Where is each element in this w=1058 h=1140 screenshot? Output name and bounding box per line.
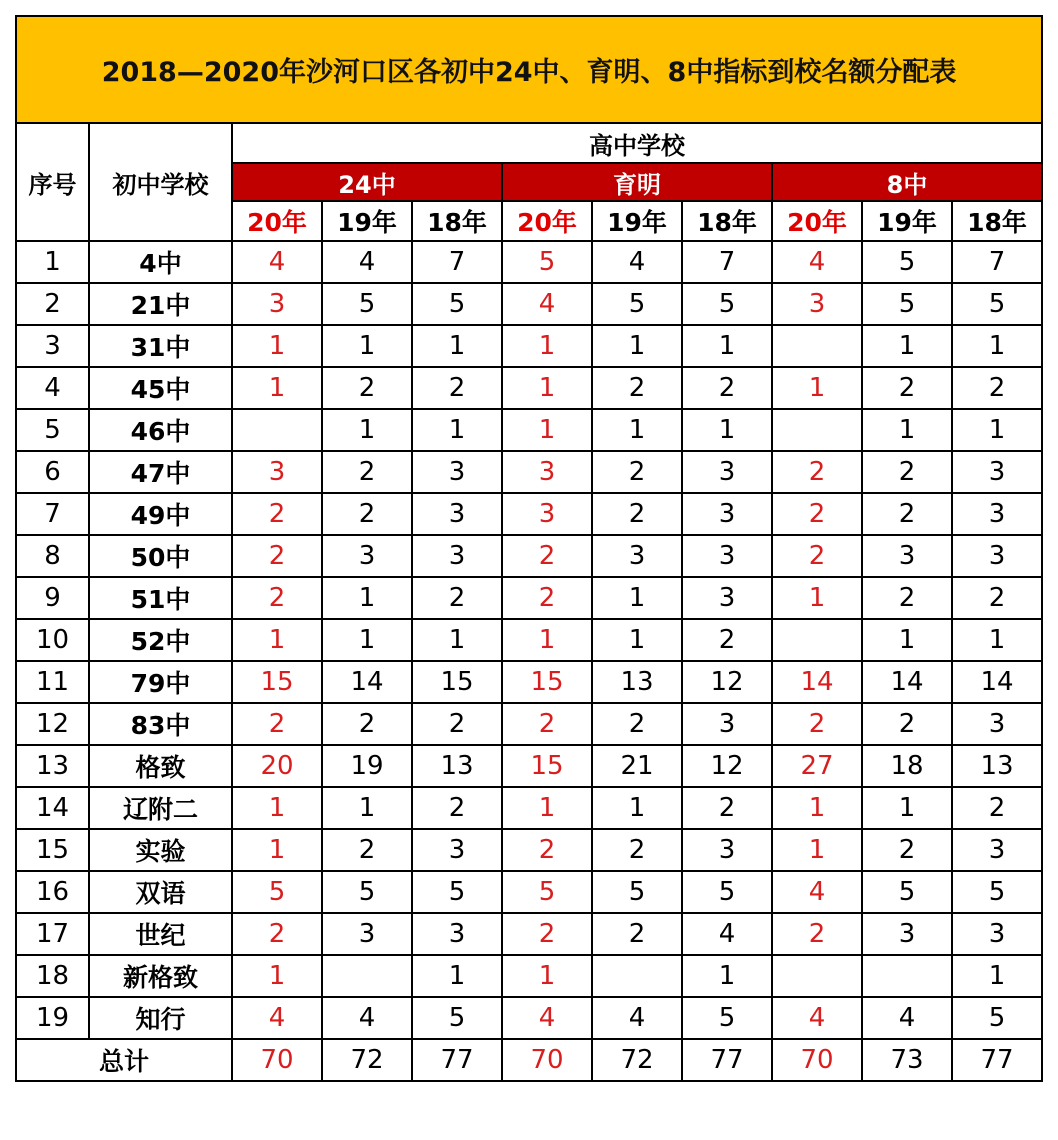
total-value: 70 <box>232 1039 322 1081</box>
quota-value: 3 <box>502 493 592 535</box>
quota-value: 20 <box>232 745 322 787</box>
row-index: 9 <box>16 577 89 619</box>
quota-value: 2 <box>952 787 1042 829</box>
total-value: 77 <box>412 1039 502 1081</box>
junior-school-name: 46中 <box>89 409 232 451</box>
quota-value: 1 <box>952 955 1042 997</box>
quota-value: 2 <box>772 703 862 745</box>
quota-value <box>772 325 862 367</box>
quota-table-sheet <box>15 15 1041 1082</box>
quota-value: 12 <box>682 745 772 787</box>
table-row <box>16 703 1042 745</box>
quota-value: 3 <box>862 913 952 955</box>
total-label: 总计 <box>16 1039 232 1081</box>
junior-school-name: 47中 <box>89 451 232 493</box>
quota-value: 2 <box>862 829 952 871</box>
quota-value: 2 <box>592 913 682 955</box>
quota-value: 4 <box>862 997 952 1039</box>
quota-value: 1 <box>592 409 682 451</box>
table-row <box>16 745 1042 787</box>
quota-value: 1 <box>862 325 952 367</box>
quota-value: 3 <box>322 535 412 577</box>
quota-value: 2 <box>952 367 1042 409</box>
quota-value: 2 <box>232 577 322 619</box>
quota-value: 21 <box>592 745 682 787</box>
quota-value: 2 <box>412 787 502 829</box>
junior-school-name: 知行 <box>89 997 232 1039</box>
junior-school-name: 51中 <box>89 577 232 619</box>
quota-value: 3 <box>232 451 322 493</box>
table-row <box>16 997 1042 1039</box>
total-value: 70 <box>772 1039 862 1081</box>
quota-value: 2 <box>862 577 952 619</box>
quota-value: 2 <box>322 829 412 871</box>
quota-value: 7 <box>412 241 502 283</box>
quota-value: 5 <box>592 283 682 325</box>
quota-value: 1 <box>592 577 682 619</box>
quota-value: 4 <box>322 997 412 1039</box>
quota-value: 1 <box>232 367 322 409</box>
quota-value: 2 <box>862 367 952 409</box>
junior-school-name: 49中 <box>89 493 232 535</box>
quota-table <box>15 15 1043 1082</box>
quota-value: 1 <box>772 577 862 619</box>
quota-value: 3 <box>682 703 772 745</box>
quota-value: 2 <box>502 577 592 619</box>
header-junior-school: 初中学校 <box>89 123 232 241</box>
quota-value: 1 <box>502 367 592 409</box>
quota-value: 2 <box>772 451 862 493</box>
junior-school-name: 4中 <box>89 241 232 283</box>
quota-value: 1 <box>682 955 772 997</box>
quota-value: 2 <box>592 703 682 745</box>
quota-value: 4 <box>592 241 682 283</box>
quota-value: 2 <box>502 913 592 955</box>
quota-value: 3 <box>502 451 592 493</box>
quota-value: 4 <box>772 871 862 913</box>
junior-school-name: 31中 <box>89 325 232 367</box>
quota-value: 3 <box>682 451 772 493</box>
row-index: 8 <box>16 535 89 577</box>
row-index: 14 <box>16 787 89 829</box>
quota-value: 1 <box>322 619 412 661</box>
quota-value: 2 <box>592 451 682 493</box>
quota-value: 2 <box>232 535 322 577</box>
quota-value: 3 <box>232 283 322 325</box>
quota-value: 5 <box>322 871 412 913</box>
total-value: 72 <box>592 1039 682 1081</box>
quota-value: 27 <box>772 745 862 787</box>
quota-value: 4 <box>502 283 592 325</box>
row-index: 18 <box>16 955 89 997</box>
quota-value: 1 <box>952 325 1042 367</box>
quota-value: 3 <box>952 451 1042 493</box>
total-value: 70 <box>502 1039 592 1081</box>
quota-value: 5 <box>862 283 952 325</box>
quota-value: 1 <box>322 325 412 367</box>
junior-school-name: 辽附二 <box>89 787 232 829</box>
quota-value: 4 <box>232 997 322 1039</box>
quota-value: 4 <box>322 241 412 283</box>
header-year: 19年 <box>322 201 412 241</box>
quota-value: 14 <box>322 661 412 703</box>
junior-school-name: 新格致 <box>89 955 232 997</box>
row-index: 7 <box>16 493 89 535</box>
row-index: 10 <box>16 619 89 661</box>
quota-value: 1 <box>412 325 502 367</box>
quota-value: 7 <box>952 241 1042 283</box>
table-row <box>16 619 1042 661</box>
quota-value: 15 <box>502 745 592 787</box>
quota-value: 1 <box>322 577 412 619</box>
quota-value: 2 <box>322 451 412 493</box>
header-year: 18年 <box>682 201 772 241</box>
row-index: 2 <box>16 283 89 325</box>
quota-value: 5 <box>232 871 322 913</box>
table-row <box>16 577 1042 619</box>
quota-value: 1 <box>862 409 952 451</box>
quota-value: 19 <box>322 745 412 787</box>
quota-value: 13 <box>592 661 682 703</box>
quota-value: 5 <box>502 241 592 283</box>
quota-value: 13 <box>412 745 502 787</box>
quota-value: 2 <box>682 619 772 661</box>
header-year: 20年 <box>502 201 592 241</box>
quota-value: 15 <box>412 661 502 703</box>
quota-value: 14 <box>952 661 1042 703</box>
quota-value: 5 <box>412 997 502 1039</box>
header-school-24zhong: 24中 <box>232 163 502 201</box>
header-year: 19年 <box>862 201 952 241</box>
header-senior-group: 高中学校 <box>232 123 1042 163</box>
row-index: 3 <box>16 325 89 367</box>
header-year: 20年 <box>772 201 862 241</box>
quota-value: 1 <box>862 787 952 829</box>
row-index: 13 <box>16 745 89 787</box>
quota-value: 2 <box>232 493 322 535</box>
quota-value: 2 <box>592 829 682 871</box>
quota-value: 2 <box>322 493 412 535</box>
junior-school-name: 世纪 <box>89 913 232 955</box>
quota-value: 3 <box>412 913 502 955</box>
junior-school-name: 双语 <box>89 871 232 913</box>
junior-school-name: 83中 <box>89 703 232 745</box>
quota-value: 1 <box>682 409 772 451</box>
table-row <box>16 493 1042 535</box>
table-row <box>16 829 1042 871</box>
quota-value: 3 <box>772 283 862 325</box>
quota-value: 3 <box>952 703 1042 745</box>
row-index: 11 <box>16 661 89 703</box>
quota-value: 1 <box>232 787 322 829</box>
quota-value: 15 <box>232 661 322 703</box>
quota-value: 5 <box>952 283 1042 325</box>
table-row <box>16 871 1042 913</box>
quota-value: 3 <box>412 535 502 577</box>
quota-value <box>772 409 862 451</box>
quota-value: 14 <box>772 661 862 703</box>
junior-school-name: 52中 <box>89 619 232 661</box>
quota-value: 2 <box>862 451 952 493</box>
header-year: 18年 <box>952 201 1042 241</box>
quota-value: 3 <box>952 493 1042 535</box>
junior-school-name: 21中 <box>89 283 232 325</box>
quota-value: 2 <box>412 577 502 619</box>
quota-value: 2 <box>322 367 412 409</box>
quota-value: 4 <box>592 997 682 1039</box>
row-index: 19 <box>16 997 89 1039</box>
quota-value: 13 <box>952 745 1042 787</box>
quota-value: 18 <box>862 745 952 787</box>
total-value: 77 <box>682 1039 772 1081</box>
header-school-yuming: 育明 <box>502 163 772 201</box>
quota-value: 5 <box>592 871 682 913</box>
quota-value: 5 <box>412 283 502 325</box>
junior-school-name: 79中 <box>89 661 232 703</box>
row-index: 16 <box>16 871 89 913</box>
quota-value: 5 <box>502 871 592 913</box>
quota-value: 3 <box>862 535 952 577</box>
table-row <box>16 913 1042 955</box>
quota-value: 1 <box>772 367 862 409</box>
quota-value: 2 <box>772 913 862 955</box>
quota-value: 2 <box>772 535 862 577</box>
row-index: 1 <box>16 241 89 283</box>
table-row <box>16 283 1042 325</box>
quota-value <box>862 955 952 997</box>
junior-school-name: 实验 <box>89 829 232 871</box>
quota-value <box>322 955 412 997</box>
table-row <box>16 787 1042 829</box>
row-index: 6 <box>16 451 89 493</box>
row-index: 5 <box>16 409 89 451</box>
quota-value: 4 <box>772 241 862 283</box>
quota-value: 1 <box>412 619 502 661</box>
quota-value: 1 <box>412 955 502 997</box>
quota-value: 5 <box>412 871 502 913</box>
header-year: 20年 <box>232 201 322 241</box>
junior-school-name: 格致 <box>89 745 232 787</box>
quota-value: 3 <box>952 535 1042 577</box>
quota-value: 2 <box>862 493 952 535</box>
quota-value <box>772 619 862 661</box>
quota-value: 2 <box>232 703 322 745</box>
quota-value: 7 <box>682 241 772 283</box>
quota-value: 1 <box>772 787 862 829</box>
quota-value: 2 <box>322 703 412 745</box>
header-year: 18年 <box>412 201 502 241</box>
quota-value: 2 <box>952 577 1042 619</box>
row-index: 15 <box>16 829 89 871</box>
quota-value: 1 <box>232 325 322 367</box>
quota-value: 2 <box>862 703 952 745</box>
quota-value: 3 <box>412 451 502 493</box>
row-index: 4 <box>16 367 89 409</box>
quota-value: 3 <box>322 913 412 955</box>
total-value: 73 <box>862 1039 952 1081</box>
quota-value: 2 <box>592 367 682 409</box>
quota-value: 5 <box>322 283 412 325</box>
quota-value: 2 <box>232 913 322 955</box>
quota-value: 5 <box>682 997 772 1039</box>
quota-value: 1 <box>232 955 322 997</box>
quota-value: 2 <box>592 493 682 535</box>
quota-value: 3 <box>412 829 502 871</box>
quota-value: 1 <box>592 325 682 367</box>
table-body <box>16 241 1042 1081</box>
quota-value: 3 <box>682 493 772 535</box>
quota-value: 2 <box>412 703 502 745</box>
quota-value <box>772 955 862 997</box>
quota-value: 1 <box>952 409 1042 451</box>
total-value: 77 <box>952 1039 1042 1081</box>
junior-school-name: 45中 <box>89 367 232 409</box>
quota-value: 2 <box>502 535 592 577</box>
table-row <box>16 325 1042 367</box>
table-row <box>16 409 1042 451</box>
quota-value: 3 <box>412 493 502 535</box>
quota-value: 5 <box>862 241 952 283</box>
quota-value: 1 <box>502 787 592 829</box>
table-title: 2018—2020年沙河口区各初中24中、育明、8中指标到校名额分配表 <box>16 16 1042 123</box>
quota-value: 1 <box>862 619 952 661</box>
quota-value <box>232 409 322 451</box>
quota-value: 2 <box>502 829 592 871</box>
quota-value: 2 <box>502 703 592 745</box>
header-year: 19年 <box>592 201 682 241</box>
quota-value: 1 <box>502 325 592 367</box>
quota-value: 1 <box>592 619 682 661</box>
quota-value: 1 <box>502 409 592 451</box>
table-row <box>16 955 1042 997</box>
table-row <box>16 535 1042 577</box>
quota-value: 3 <box>592 535 682 577</box>
quota-value: 3 <box>682 577 772 619</box>
quota-value: 5 <box>862 871 952 913</box>
quota-value: 1 <box>502 619 592 661</box>
quota-value: 14 <box>862 661 952 703</box>
quota-value: 1 <box>322 409 412 451</box>
quota-value: 1 <box>592 787 682 829</box>
quota-value: 1 <box>232 829 322 871</box>
quota-value: 3 <box>682 829 772 871</box>
header-school-8zhong: 8中 <box>772 163 1042 201</box>
quota-value: 1 <box>682 325 772 367</box>
quota-value: 5 <box>682 871 772 913</box>
quota-value: 12 <box>682 661 772 703</box>
quota-value: 3 <box>952 829 1042 871</box>
quota-value: 5 <box>682 283 772 325</box>
quota-value: 5 <box>952 997 1042 1039</box>
row-index: 12 <box>16 703 89 745</box>
quota-value: 1 <box>772 829 862 871</box>
quota-value: 4 <box>502 997 592 1039</box>
row-index: 17 <box>16 913 89 955</box>
quota-value: 1 <box>232 619 322 661</box>
table-row <box>16 661 1042 703</box>
quota-value: 1 <box>322 787 412 829</box>
quota-value: 2 <box>412 367 502 409</box>
table-row <box>16 367 1042 409</box>
total-row <box>16 1039 1042 1081</box>
quota-value: 1 <box>502 955 592 997</box>
quota-value: 1 <box>412 409 502 451</box>
quota-value: 5 <box>952 871 1042 913</box>
quota-value: 2 <box>682 367 772 409</box>
table-row <box>16 451 1042 493</box>
quota-value: 2 <box>682 787 772 829</box>
quota-value: 4 <box>682 913 772 955</box>
junior-school-name: 50中 <box>89 535 232 577</box>
table-row <box>16 241 1042 283</box>
quota-value <box>592 955 682 997</box>
quota-value: 4 <box>772 997 862 1039</box>
header-index: 序号 <box>16 123 89 241</box>
quota-value: 3 <box>682 535 772 577</box>
quota-value: 15 <box>502 661 592 703</box>
quota-value: 3 <box>952 913 1042 955</box>
quota-value: 4 <box>232 241 322 283</box>
total-value: 72 <box>322 1039 412 1081</box>
quota-value: 1 <box>952 619 1042 661</box>
quota-value: 2 <box>772 493 862 535</box>
